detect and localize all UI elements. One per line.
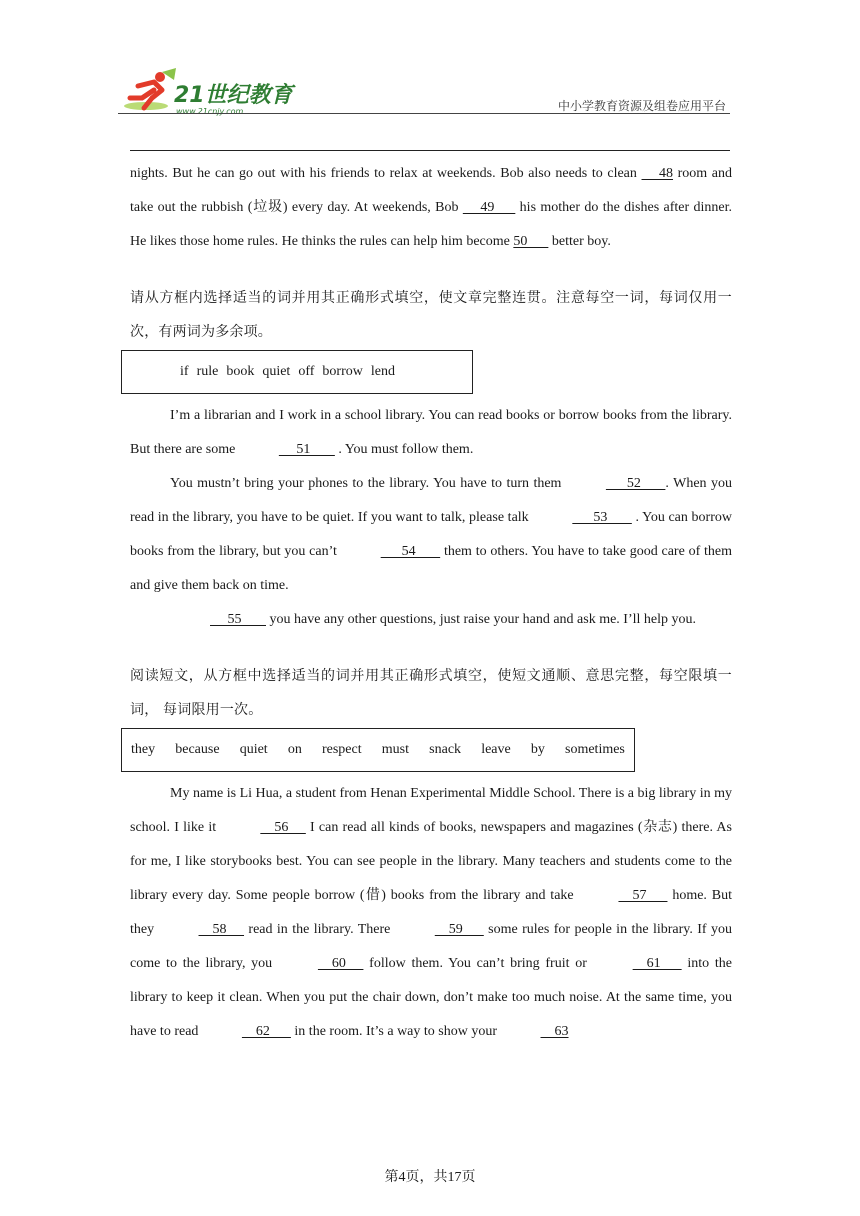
- word-option: snack: [429, 742, 462, 757]
- passage1-text-2: room and take out the rubbish (垃圾) every day. At weekends, Bob: [130, 166, 733, 215]
- word-option: book: [226, 364, 255, 379]
- blank-52[interactable]: 52: [605, 476, 666, 491]
- word-option: must: [381, 742, 410, 757]
- blank-60[interactable]: 60: [317, 956, 364, 971]
- word-option: lend: [370, 364, 395, 379]
- passage1-text-3: his mother do the dishes after dinner. He likes those home rules. He thinks the rules can help him become: [130, 200, 732, 249]
- word-option: rule: [196, 364, 219, 379]
- section2-text: . You can borrow books from the library, but you can’t: [130, 510, 732, 559]
- blank-54[interactable]: 54: [380, 544, 441, 559]
- blank-58[interactable]: 58: [198, 922, 245, 937]
- section2-text: . When you read in the library, you have to be quiet. If you want to talk, please talk: [130, 476, 732, 525]
- word-option: they: [131, 742, 156, 757]
- section2-text: you have any other questions, just raise your hand and ask me. I’ll help you.: [266, 612, 697, 627]
- blank-55[interactable]: 55: [210, 612, 266, 627]
- word-option: off: [298, 364, 315, 379]
- section2-text: I’m a librarian and I work in a school library. You can read books or borrow books from the library. But there are some: [130, 408, 732, 457]
- section3-text: My name is Li Hua, a student from Henan Experimental Middle School. There is a big library in my school. I like it: [130, 786, 732, 835]
- section3-text: I can read all kinds of books, newspapers and magazines (杂志) there. As for me, I like storybooks best. You can see people in the library. Many teachers and students come to the library every day. Some people borrow (借) books from the library and take: [130, 820, 732, 903]
- section2-para-3: [130, 603, 732, 637]
- word-option: sometimes: [565, 742, 625, 757]
- blank-61[interactable]: 61: [632, 956, 682, 971]
- section3-text: home. But they: [130, 888, 732, 937]
- blank-50[interactable]: 50: [513, 234, 549, 249]
- section3-text: read in the library. There: [244, 922, 395, 937]
- section2-instruction: 请从方框内选择适当的词并用其正确形式填空，使文章完整连贯。注意每空一词，每词仅用一次，有两词为多余项。: [130, 290, 732, 340]
- section3-text: some rules for people in the library. If you come to the library, you: [130, 922, 732, 971]
- section3-text: in the room. It’s a way to show your: [290, 1024, 501, 1039]
- top-divider: [130, 150, 730, 151]
- word-option: because: [175, 742, 220, 757]
- svg-text:www.21cnjy.com: www.21cnjy.com: [176, 107, 244, 116]
- word-option: borrow: [322, 364, 363, 379]
- section3-instruction: 阅读短文，从方框中选择适当的词并用其正确形式填空，使短文通顺、意思完整，每空限填一词， 每词限用一次。: [130, 668, 732, 718]
- platform-name: 中小学教育资源及组卷应用平台: [557, 99, 726, 113]
- passage1: [130, 157, 732, 259]
- word-option: if: [180, 364, 189, 379]
- blank-57[interactable]: 57: [618, 888, 668, 903]
- section2-text: them to others. You have to take good care of them and give them back on time.: [130, 544, 732, 593]
- section3-text: follow them. You can’t bring fruit or: [363, 956, 593, 971]
- blank-63[interactable]: 63: [540, 1024, 569, 1039]
- page-header: [122, 64, 732, 120]
- word-option: by: [530, 742, 545, 757]
- passage1-text-1: nights. But he can go out with his friends to relax at weekends. Bob also needs to clean: [130, 166, 642, 181]
- section2-text: You mustn’t bring your phones to the library. You have to turn them: [170, 476, 566, 491]
- svg-text:21世纪教育: 21世纪教育: [174, 83, 293, 108]
- word-option: quiet: [262, 364, 291, 379]
- passage1-text-4: better boy.: [548, 234, 611, 249]
- section2-para-2: [130, 467, 732, 603]
- blank-62[interactable]: 62: [241, 1024, 291, 1039]
- section2-para-1: [130, 399, 732, 467]
- word-option: respect: [321, 742, 362, 757]
- word-option: leave: [481, 742, 511, 757]
- blank-48[interactable]: 48: [641, 166, 674, 181]
- word-box-section3: [121, 728, 635, 772]
- blank-51[interactable]: 51: [278, 442, 335, 457]
- section3-passage: [130, 777, 732, 1049]
- document-body: [130, 157, 732, 1049]
- blank-53[interactable]: 53: [572, 510, 632, 525]
- word-option: on: [287, 742, 302, 757]
- section2-text: . You must follow them.: [334, 442, 474, 457]
- section3-text: into the library to keep it clean. When you put the chair down, don’t make too much noise. At the same time, you have to read: [130, 956, 733, 1039]
- blank-49[interactable]: 49: [462, 200, 516, 215]
- page-number: 第4页，共17页: [384, 1170, 476, 1185]
- logo-runner-icon: [122, 68, 302, 116]
- word-option: quiet: [239, 742, 268, 757]
- header-divider: [118, 113, 730, 114]
- blank-59[interactable]: 59: [434, 922, 484, 937]
- blank-56[interactable]: 56: [260, 820, 306, 835]
- word-box-section2: [121, 350, 473, 394]
